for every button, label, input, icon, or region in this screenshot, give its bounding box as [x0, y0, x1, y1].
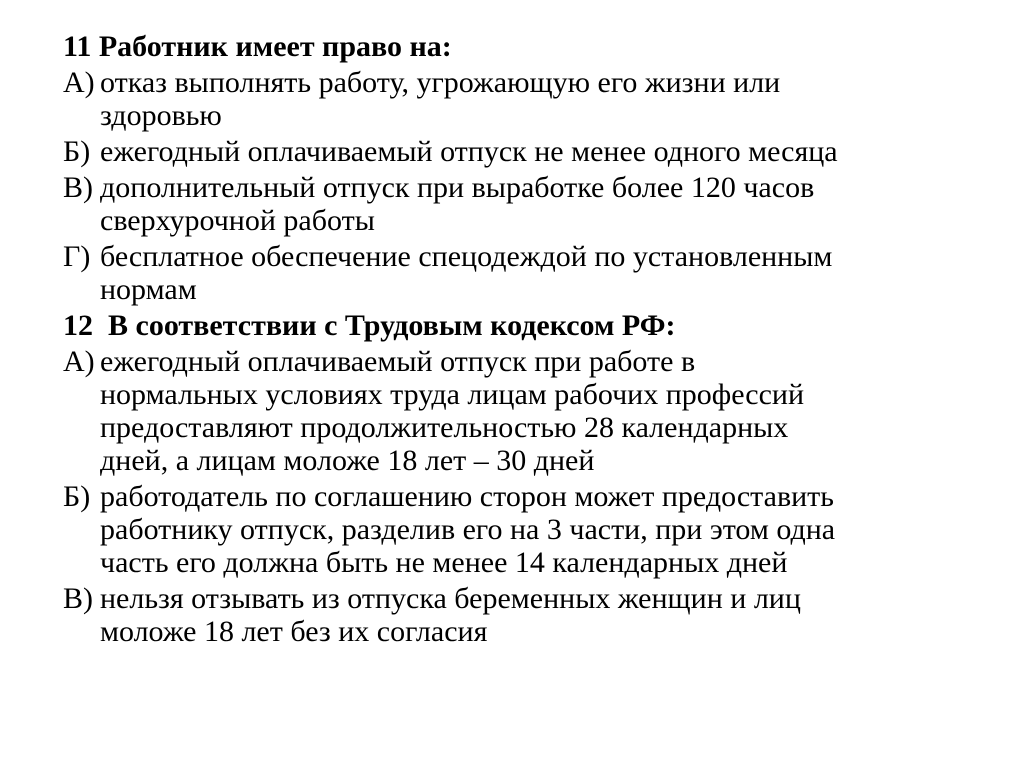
question-11-title: 11 Работник имеет право на: — [63, 30, 452, 63]
q12-answer-c-label: В) — [63, 582, 93, 615]
q12-answer-b — [63, 480, 963, 579]
q12-answer-a-line-3: предоставляют продолжительностью 28 календарных — [100, 411, 789, 444]
q11-answer-d-line-2: нормам — [100, 273, 197, 306]
q12-answer-b-line-3: часть его должна быть не менее 14 календарных дней — [100, 546, 788, 579]
q11-answer-a-label: А) — [63, 66, 95, 99]
q11-answer-c-label: В) — [63, 171, 93, 204]
q12-answer-a-line-4: дней, а лицам моложе 18 лет – 30 дней — [100, 444, 595, 477]
question-12-title: 12 В соответствии с Трудовым кодексом РФ: — [63, 309, 676, 342]
q11-answer-c-line-2: сверхурочной работы — [100, 204, 375, 237]
q12-answer-c-line-1: нельзя отзывать из отпуска беременных женщин и лиц — [100, 582, 801, 615]
q12-answer-a-line-1: ежегодный оплачиваемый отпуск при работе в — [100, 345, 696, 378]
slide-content — [63, 30, 963, 651]
q11-answer-c-line-1: дополнительный отпуск при выработке более 120 часов — [100, 171, 815, 204]
q11-answer-a-line-2: здоровью — [100, 99, 222, 132]
q11-answer-b-label: Б) — [63, 135, 91, 168]
q11-answer-c — [63, 171, 963, 237]
q12-answer-b-line-1: работодатель по соглашению сторон может предоставить — [100, 480, 834, 513]
q12-answer-a — [63, 345, 963, 477]
q11-answer-a — [63, 66, 963, 132]
q11-answer-b — [63, 135, 963, 168]
q12-answer-c — [63, 582, 963, 648]
q11-answer-a-line-1: отказ выполнять работу, угрожающую его жизни или — [100, 66, 781, 99]
q12-answer-a-label: А) — [63, 345, 95, 378]
q11-answer-b-line-1: ежегодный оплачиваемый отпуск не менее одного месяца — [100, 135, 838, 168]
q12-answer-b-line-2: работнику отпуск, разделив его на 3 части, при этом одна — [100, 513, 836, 546]
q11-answer-d — [63, 240, 963, 306]
q11-answer-d-label: Г) — [63, 240, 91, 273]
q12-answer-c-line-2: моложе 18 лет без их согласия — [100, 615, 488, 648]
q12-answer-b-label: Б) — [63, 480, 91, 513]
q11-answer-d-line-1: бесплатное обеспечение спецодеждой по установленным — [100, 240, 833, 273]
q12-answer-a-line-2: нормальных условиях труда лицам рабочих профессий — [100, 378, 805, 411]
